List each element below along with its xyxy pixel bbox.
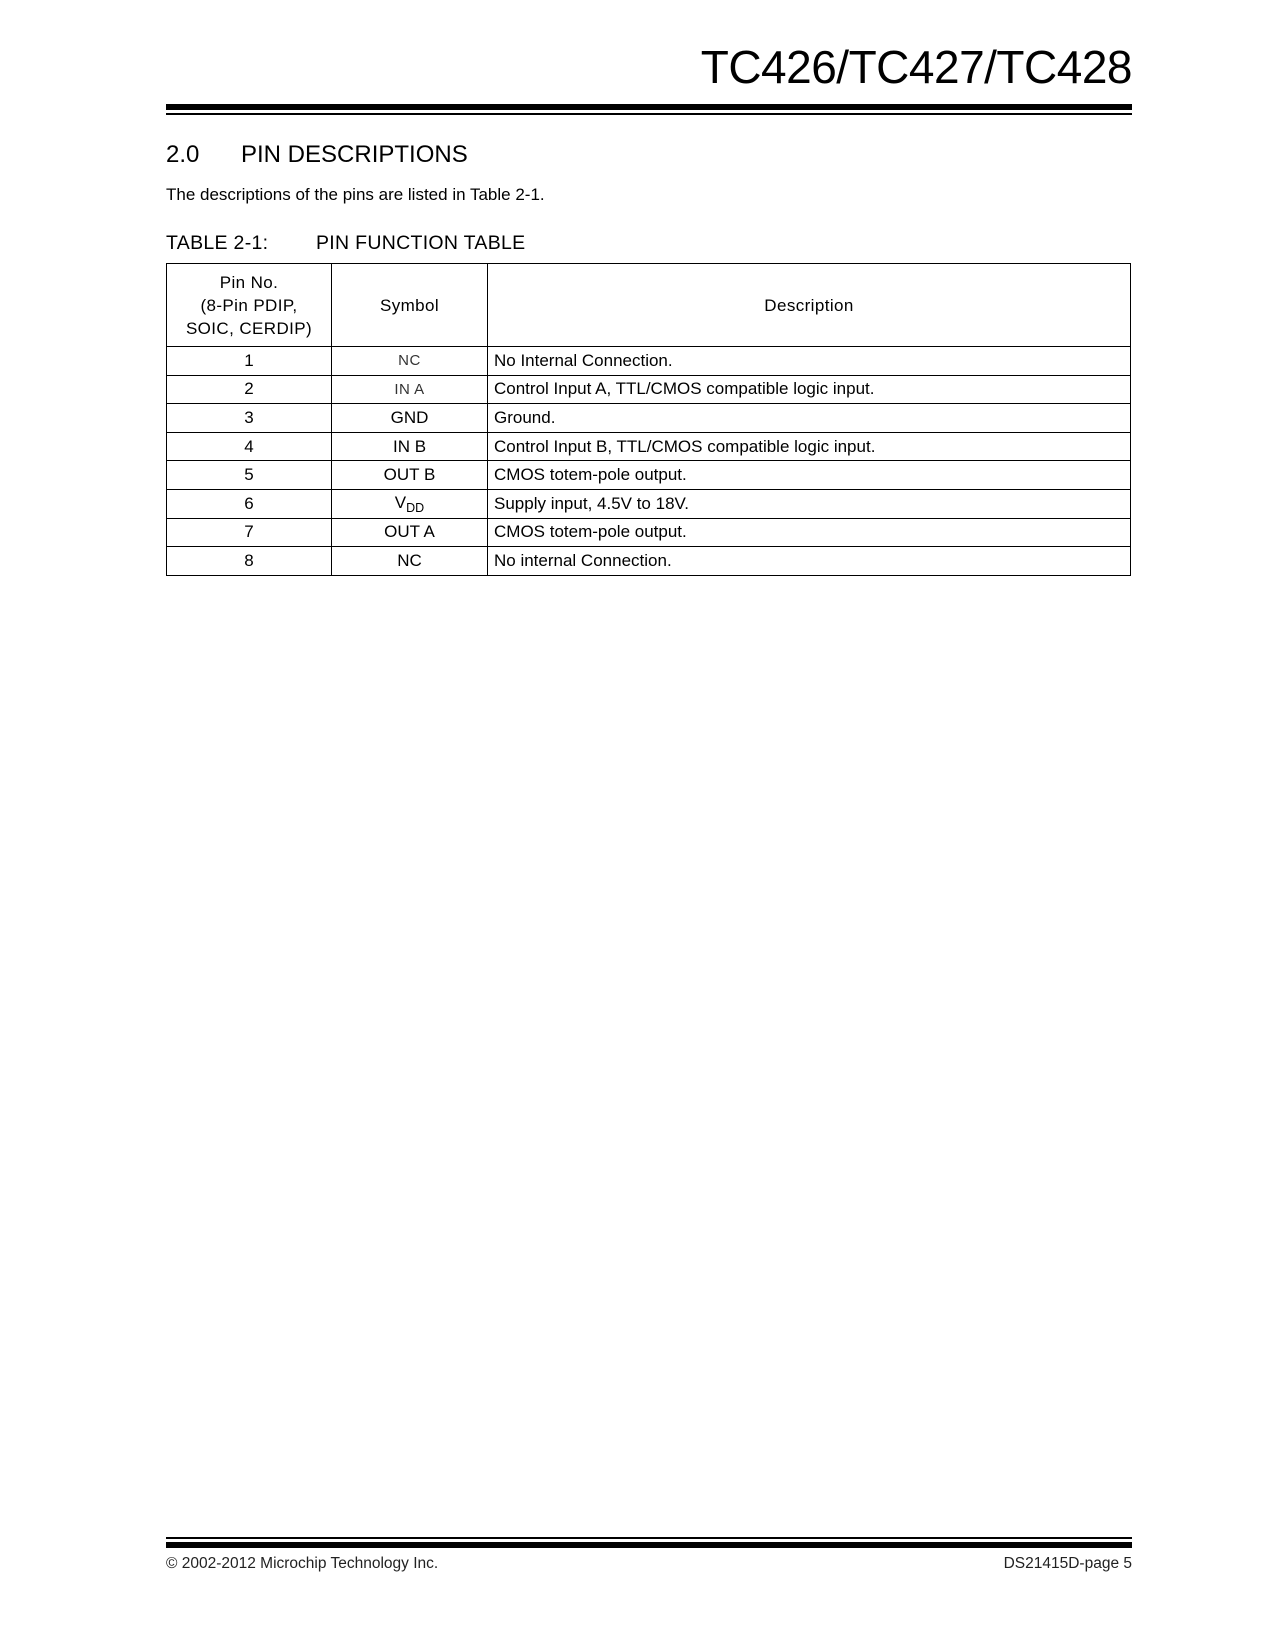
pin-number: 3 — [167, 404, 332, 433]
table-number: TABLE 2-1: — [166, 232, 269, 254]
pin-description: Supply input, 4.5V to 18V. — [488, 489, 1131, 518]
pin-number: 1 — [167, 347, 332, 376]
pin-number: 5 — [167, 461, 332, 490]
footer-rule-thin — [166, 1537, 1132, 1539]
pin-symbol: IN B — [332, 432, 488, 461]
section-heading — [166, 141, 468, 169]
pin-symbol: NC — [332, 347, 488, 376]
table-title: PIN FUNCTION TABLE — [316, 232, 526, 254]
table-row — [167, 547, 1131, 576]
header-symbol: Symbol — [332, 264, 488, 347]
pin-number: 8 — [167, 547, 332, 576]
pin-description: CMOS totem-pole output. — [488, 518, 1131, 547]
footer-page-number: DS21415D-page 5 — [1003, 1555, 1132, 1572]
header-pin-number — [167, 264, 332, 347]
pin-number: 4 — [167, 432, 332, 461]
pin-symbol: IN A — [332, 375, 488, 404]
table-row — [167, 461, 1131, 490]
pin-number: 6 — [167, 489, 332, 518]
table-caption — [166, 232, 525, 255]
pin-description: No internal Connection. — [488, 547, 1131, 576]
intro-paragraph: The descriptions of the pins are listed in Table 2-1. — [166, 185, 545, 204]
table-header-row — [167, 264, 1131, 347]
header-pin-line2: (8-Pin PDIP, — [200, 295, 298, 315]
document-title: TC426/TC427/TC428 — [700, 41, 1132, 93]
table-row — [167, 375, 1131, 404]
pin-function-table — [166, 263, 1131, 576]
pin-symbol: GND — [332, 404, 488, 433]
header-description: Description — [488, 264, 1131, 347]
pin-number: 2 — [167, 375, 332, 404]
footer-copyright: © 2002-2012 Microchip Technology Inc. — [166, 1555, 439, 1572]
pin-symbol: OUT A — [332, 518, 488, 547]
pin-symbol — [332, 489, 488, 518]
table-row — [167, 489, 1131, 518]
table-row — [167, 404, 1131, 433]
pin-description: Control Input B, TTL/CMOS compatible logic input. — [488, 432, 1131, 461]
pin-description: CMOS totem-pole output. — [488, 461, 1131, 490]
pin-description: Control Input A, TTL/CMOS compatible logic input. — [488, 375, 1131, 404]
pin-symbol-subscript: DD — [406, 500, 425, 515]
footer-rule-thick — [166, 1542, 1132, 1548]
pin-symbol-main: V — [394, 492, 407, 512]
header-rule-thin — [166, 113, 1132, 115]
table-row — [167, 432, 1131, 461]
header-pin-line3: SOIC, CERDIP) — [185, 318, 313, 338]
header-pin-line1: Pin No. — [219, 272, 279, 292]
pin-description: Ground. — [488, 404, 1131, 433]
table-row — [167, 347, 1131, 376]
table-row — [167, 518, 1131, 547]
pin-description: No Internal Connection. — [488, 347, 1131, 376]
pin-symbol: NC — [332, 547, 488, 576]
section-number: 2.0 — [166, 141, 200, 168]
pin-symbol: OUT B — [332, 461, 488, 490]
header-rule-thick — [166, 104, 1132, 110]
pin-number: 7 — [167, 518, 332, 547]
section-title: PIN DESCRIPTIONS — [241, 141, 468, 168]
